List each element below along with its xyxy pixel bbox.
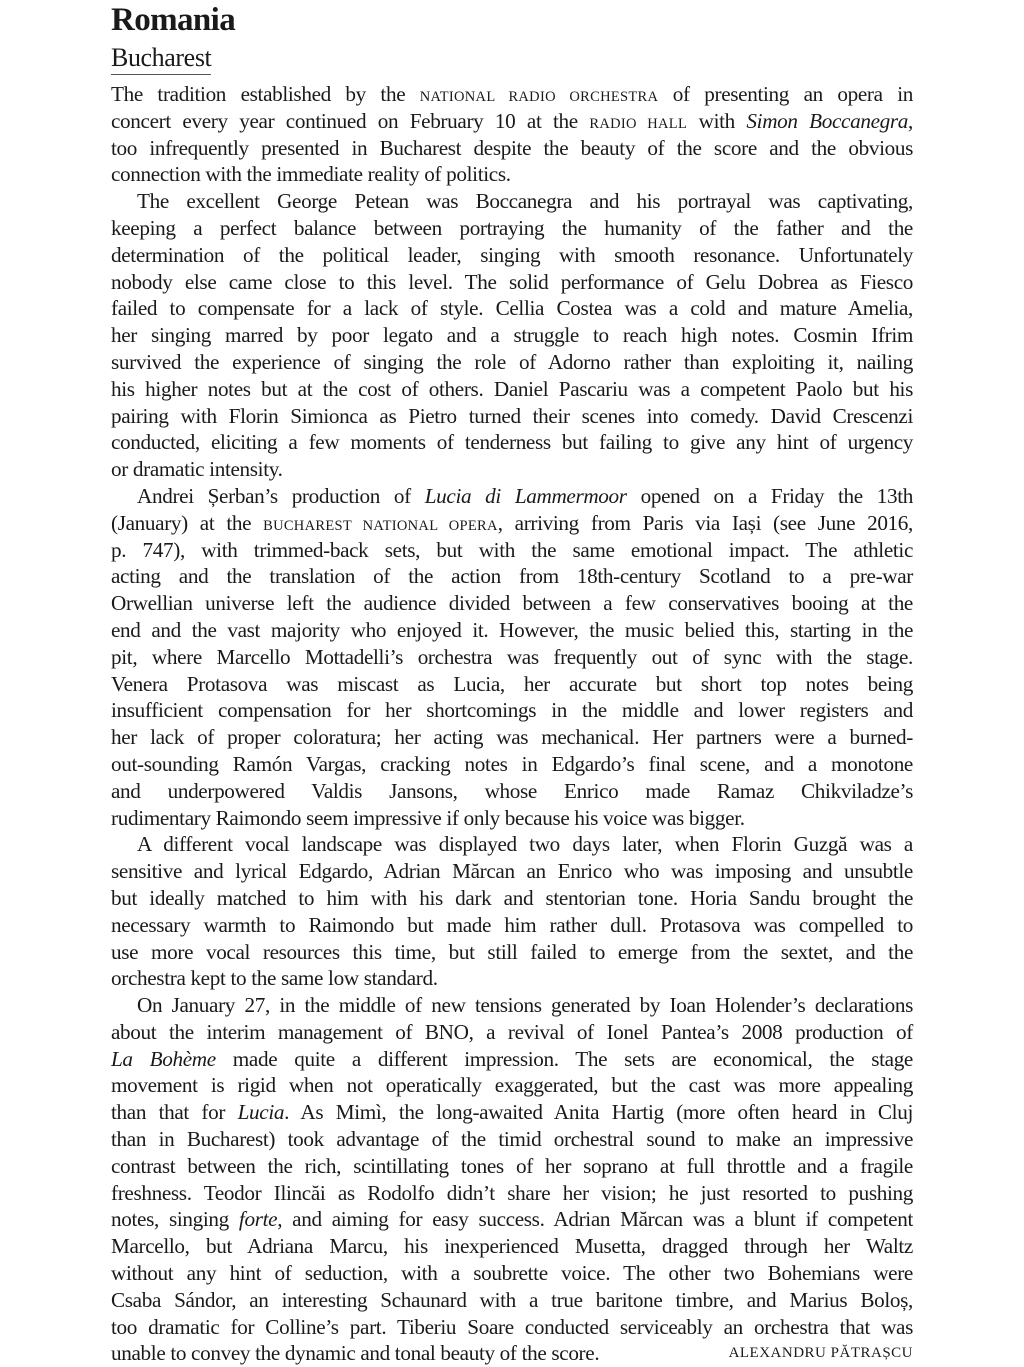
italic-title: Simon Boccanegra bbox=[746, 108, 909, 133]
text-line: orchestra kept to the same low standard. bbox=[111, 966, 438, 991]
subsection-heading-city: Bucharest bbox=[111, 43, 211, 75]
text-line: than in Bucharest) took advantage of the timid orchestral sound to make an impressive bbox=[111, 1127, 913, 1152]
text-line: too dramatic for Colline’s part. Tiberiu Soare conducted serviceably an orchestra that was bbox=[111, 1314, 913, 1339]
italic-title: Lucia di Lammermoor bbox=[424, 483, 627, 508]
small-caps-venue: NATIONAL RADIO ORCHESTRA bbox=[419, 89, 659, 105]
text-line: freshness. Teodor Ilincăi as Rodolfo didn’t share her vision; he just resorted to pushing bbox=[111, 1180, 913, 1205]
article-paragraph bbox=[111, 188, 913, 483]
text-line: Marcello, but Adriana Marcu, his inexperienced Musetta, dragged through her Waltz bbox=[111, 1234, 913, 1259]
text-line: Csaba Sándor, an interesting Schaunard with a true baritone timbre, and Marius Boloș, bbox=[111, 1287, 913, 1312]
small-caps-venue: BUCHAREST NATIONAL OPERA bbox=[263, 517, 498, 534]
text-line: use more vocal resources this time, but still failed to emerge from the sextet, and the bbox=[111, 939, 913, 964]
text-line: notes, singing forte, and aiming for easy success. Adrian Mărcan was a blunt if competent bbox=[111, 1207, 913, 1232]
text-line: her lack of proper coloratura; her acting was mechanical. Her partners were a burned- bbox=[111, 725, 913, 750]
text-line: movement is rigid when not operatically exaggerated, but the cast was more appealing bbox=[111, 1073, 913, 1098]
text-line: nobody else came close to this level. The solid performance of Gelu Dobrea as Fiesco bbox=[111, 269, 913, 294]
text-line: unable to convey the dynamic and tonal beauty of the score. ALEXANDRU PĂTRAȘCU bbox=[111, 1341, 913, 1366]
text-line: out-sounding Ramón Vargas, cracking notes in Edgardo’s final scene, and a monotone bbox=[111, 751, 913, 776]
text-line: pit, where Marcello Mottadelli’s orchestra was frequently out of sync with the stage. bbox=[111, 644, 913, 669]
text-line: survived the experience of singing the role of Adorno rather than exploiting it, nailing bbox=[111, 349, 913, 374]
text-line: (January) at the BUCHAREST NATIONAL OPERA, arriving from Paris via Iași (see June 2016, bbox=[111, 510, 913, 535]
italic-title: Lucia bbox=[237, 1100, 285, 1125]
text-line: her singing marred by poor legato and a struggle to reach high notes. Cosmin Ifrim bbox=[111, 323, 913, 348]
text-line: or dramatic intensity. bbox=[111, 457, 283, 482]
text-line: rudimentary Raimondo seem impressive if only because his voice was bigger. bbox=[111, 805, 745, 830]
text-line: contrast between the rich, scintillating tones of her soprano at full throttle and a fragile bbox=[111, 1153, 913, 1178]
text-line: end and the vast majority who enjoyed it. However, the music belied this, starting in the bbox=[111, 617, 913, 642]
text-line: connection with the immediate reality of politics. bbox=[111, 162, 511, 187]
article-paragraph bbox=[111, 992, 913, 1367]
text-line: keeping a perfect balance between portraying the humanity of the father and the bbox=[111, 215, 913, 240]
text-line: and underpowered Valdis Jansons, whose Enrico made Ramaz Chikviladze’s bbox=[111, 778, 913, 803]
text-line: without any hint of seduction, with a soubrette voice. The other two Bohemians were bbox=[111, 1261, 913, 1286]
article-paragraph bbox=[111, 81, 913, 188]
text-line: p. 747), with trimmed-back sets, but with the same emotional impact. The athletic bbox=[111, 537, 913, 562]
article-body bbox=[111, 81, 913, 1367]
text-line: A different vocal landscape was displayed two days later, when Florin Guzgă was a bbox=[137, 832, 913, 857]
text-line: Andrei Șerban’s production of Lucia di Lammermoor opened on a Friday the 13th bbox=[137, 483, 913, 508]
text-line: sensitive and lyrical Edgardo, Adrian Mărcan an Enrico who was imposing and unsubtle bbox=[111, 859, 913, 884]
text-line: La Bohème made quite a different impression. The sets are economical, the stage bbox=[111, 1046, 913, 1071]
italic-title: La Bohème bbox=[111, 1046, 216, 1071]
text-line: about the interim management of BNO, a revival of Ionel Pantea’s 2008 production of bbox=[111, 1019, 913, 1044]
section-heading-country: Romania bbox=[111, 2, 236, 38]
text-line: insufficient compensation for her shortcomings in the middle and lower registers and bbox=[111, 698, 913, 723]
text-line: necessary warmth to Raimondo but made him rather dull. Protasova was compelled to bbox=[111, 912, 913, 937]
author-byline: ALEXANDRU PĂTRAȘCU bbox=[728, 1345, 913, 1362]
text-line: determination of the political leader, singing with smooth resonance. Unfortunately bbox=[111, 242, 913, 267]
text-line: but ideally matched to him with his dark and stentorian tone. Horia Sandu brought the bbox=[111, 885, 913, 910]
italic-title: forte bbox=[238, 1207, 278, 1232]
text-line: pairing with Florin Simionca as Pietro turned their scenes into comedy. David Crescenzi bbox=[111, 403, 913, 428]
text-line: acting and the translation of the action from 18th-century Scotland to a pre-war bbox=[111, 564, 913, 589]
text-line: concert every year continued on February 10 at the RADIO HALL with Simon Boccanegra, bbox=[111, 108, 913, 133]
text-line: Venera Protasova was miscast as Lucia, her accurate but short top notes being bbox=[111, 671, 913, 696]
article-paragraph bbox=[111, 483, 913, 831]
text-line: Orwellian universe left the audience divided between a few conservatives booing at the bbox=[111, 591, 913, 616]
text-line: too infrequently presented in Bucharest despite the beauty of the score and the obvious bbox=[111, 135, 913, 160]
text-line: The tradition established by the NATIONAL RADIO ORCHESTRA of presenting an opera in bbox=[111, 82, 913, 106]
text-line: On January 27, in the middle of new tensions generated by Ioan Holender’s declarations bbox=[137, 993, 913, 1018]
small-caps-venue: RADIO HALL bbox=[589, 115, 688, 132]
text-line: The excellent George Petean was Boccanegra and his portrayal was captivating, bbox=[137, 189, 913, 214]
article-paragraph bbox=[111, 831, 913, 992]
text-line: his higher notes but at the cost of others. Daniel Pascariu was a competent Paolo but his bbox=[111, 376, 913, 401]
text-line: failed to compensate for a lack of style. Cellia Costea was a cold and mature Amelia, bbox=[111, 296, 913, 321]
text-line: conducted, eliciting a few moments of tenderness but failing to give any hint of urgency bbox=[111, 430, 913, 455]
text-line: than that for Lucia. As Mimì, the long-awaited Anita Hartig (more often heard in Cluj bbox=[111, 1100, 913, 1125]
